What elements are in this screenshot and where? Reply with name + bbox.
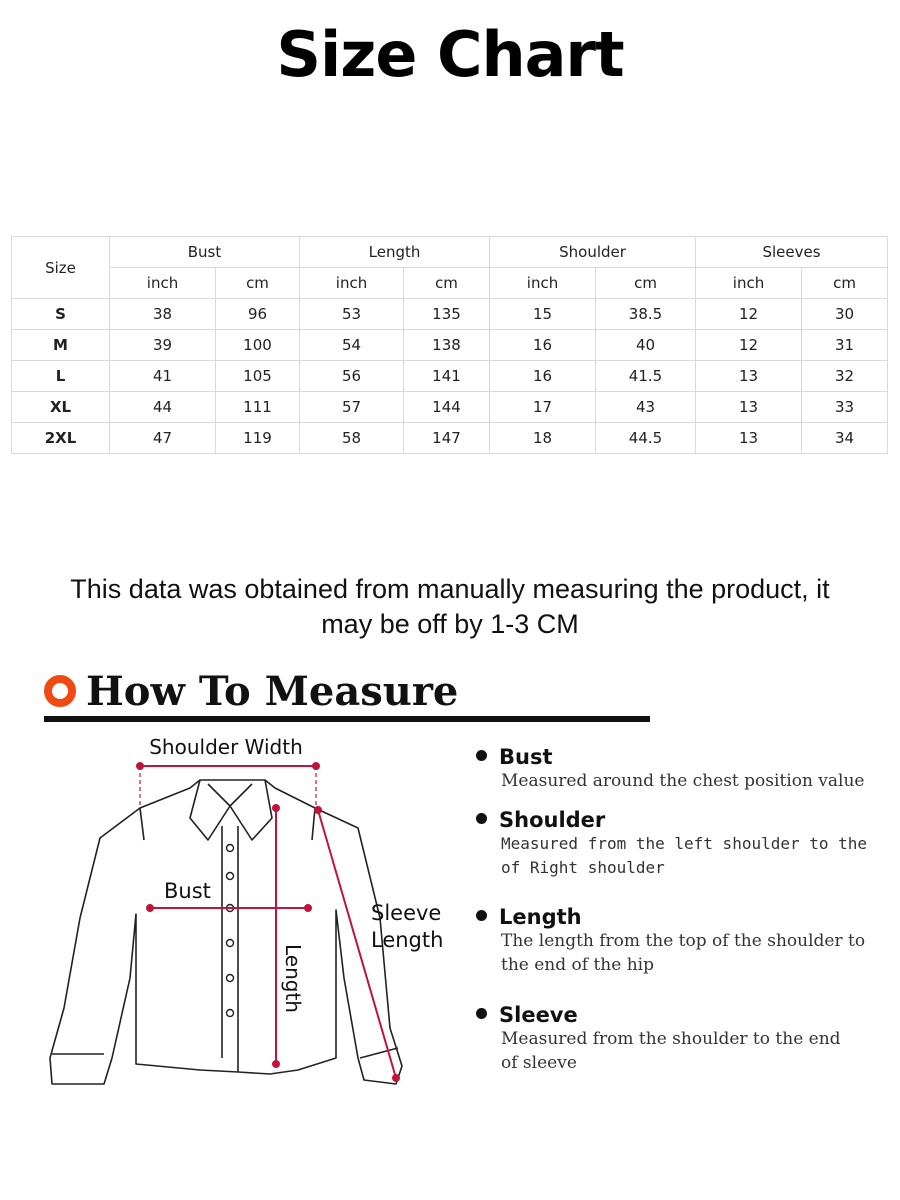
table-cell: 33	[802, 392, 888, 423]
shirt-diagram	[40, 728, 460, 1108]
bullet-icon	[476, 1008, 487, 1019]
table-cell: 138	[404, 330, 490, 361]
group-header-length: Length	[300, 237, 490, 268]
group-header-shoulder: Shoulder	[490, 237, 696, 268]
table-cell: 16	[490, 361, 596, 392]
shirt-outline	[50, 780, 402, 1084]
table-cell: 44.5	[596, 423, 696, 454]
note-line: may be off by 1-3 CM	[321, 609, 579, 639]
list-item	[476, 905, 865, 977]
bullet-icon	[476, 813, 487, 824]
unit-header: cm	[802, 268, 888, 299]
table-cell: 31	[802, 330, 888, 361]
table-cell: 147	[404, 423, 490, 454]
table-cell: 16	[490, 330, 596, 361]
table-cell-size: M	[12, 330, 110, 361]
table-row	[12, 330, 888, 361]
table-cell: 43	[596, 392, 696, 423]
table-cell: 32	[802, 361, 888, 392]
table-cell: 13	[696, 423, 802, 454]
size-column-header: Size	[12, 237, 110, 299]
table-unit-header-row	[12, 268, 888, 299]
table-cell: 17	[490, 392, 596, 423]
measurement-note	[0, 572, 900, 642]
table-group-header-row	[12, 237, 888, 268]
table-cell: 15	[490, 299, 596, 330]
table-cell-size: XL	[12, 392, 110, 423]
bust-label: Bust	[164, 879, 211, 903]
item-desc: The length from the top of the shoulder to	[501, 931, 866, 951]
table-cell: 119	[216, 423, 300, 454]
table-cell: 135	[404, 299, 490, 330]
table-cell: 105	[216, 361, 300, 392]
size-table	[11, 236, 888, 454]
list-item	[476, 745, 864, 793]
table-cell: 30	[802, 299, 888, 330]
sleeve-label-line2: Length	[371, 928, 444, 952]
item-title: Shoulder	[499, 808, 606, 832]
unit-header: cm	[596, 268, 696, 299]
item-desc: of Right shoulder	[501, 858, 665, 877]
sleeve-label-line1: Sleeve	[371, 901, 442, 925]
unit-header: inch	[490, 268, 596, 299]
table-cell-size: 2XL	[12, 423, 110, 454]
list-item	[476, 808, 867, 880]
table-cell: 18	[490, 423, 596, 454]
unit-header: cm	[404, 268, 490, 299]
table-cell: 141	[404, 361, 490, 392]
table-cell: 56	[300, 361, 404, 392]
ring-bullet-icon	[44, 675, 76, 707]
shirt-buttons	[227, 845, 234, 1017]
table-cell: 100	[216, 330, 300, 361]
list-item	[476, 1003, 841, 1075]
table-cell: 47	[110, 423, 216, 454]
item-desc: the end of the hip	[501, 955, 654, 975]
bullet-icon	[476, 750, 487, 761]
table-cell: 53	[300, 299, 404, 330]
item-desc: Measured from the shoulder to the end	[501, 1029, 841, 1049]
table-cell: 34	[802, 423, 888, 454]
table-cell: 40	[596, 330, 696, 361]
table-cell: 13	[696, 361, 802, 392]
table-cell: 58	[300, 423, 404, 454]
table-cell: 96	[216, 299, 300, 330]
group-header-sleeves: Sleeves	[696, 237, 888, 268]
heading-underline	[44, 716, 650, 722]
item-desc: Measured around the chest position value	[501, 771, 865, 791]
table-row	[12, 392, 888, 423]
table-cell: 54	[300, 330, 404, 361]
collar	[190, 780, 272, 840]
unit-header: inch	[300, 268, 404, 299]
note-line: This data was obtained from manually measuring the product, it	[70, 574, 830, 604]
item-title: Sleeve	[499, 1003, 578, 1027]
table-cell-size: S	[12, 299, 110, 330]
table-row	[12, 299, 888, 330]
table-cell: 41.5	[596, 361, 696, 392]
item-desc: Measured from the left shoulder to the	[501, 834, 868, 853]
table-cell: 12	[696, 299, 802, 330]
table-cell: 12	[696, 330, 802, 361]
table-cell: 144	[404, 392, 490, 423]
group-header-bust: Bust	[110, 237, 300, 268]
item-title: Bust	[499, 745, 553, 769]
table-row	[12, 361, 888, 392]
table-cell: 38.5	[596, 299, 696, 330]
table-cell: 13	[696, 392, 802, 423]
unit-header: inch	[696, 268, 802, 299]
item-desc: of sleeve	[501, 1053, 577, 1073]
how-to-measure-heading	[44, 668, 458, 715]
shoulder-width-label: Shoulder Width	[149, 735, 303, 759]
length-label: Length	[281, 944, 305, 1013]
table-cell: 41	[110, 361, 216, 392]
table-cell: 57	[300, 392, 404, 423]
unit-header: cm	[216, 268, 300, 299]
table-row	[12, 423, 888, 454]
table-cell: 111	[216, 392, 300, 423]
table-cell: 44	[110, 392, 216, 423]
unit-header: inch	[110, 268, 216, 299]
heading-text: How To Measure	[86, 668, 459, 715]
table-cell: 38	[110, 299, 216, 330]
bullet-icon	[476, 910, 487, 921]
page-title: Size Chart	[276, 18, 624, 91]
item-title: Length	[499, 905, 582, 929]
table-cell-size: L	[12, 361, 110, 392]
table-cell: 39	[110, 330, 216, 361]
